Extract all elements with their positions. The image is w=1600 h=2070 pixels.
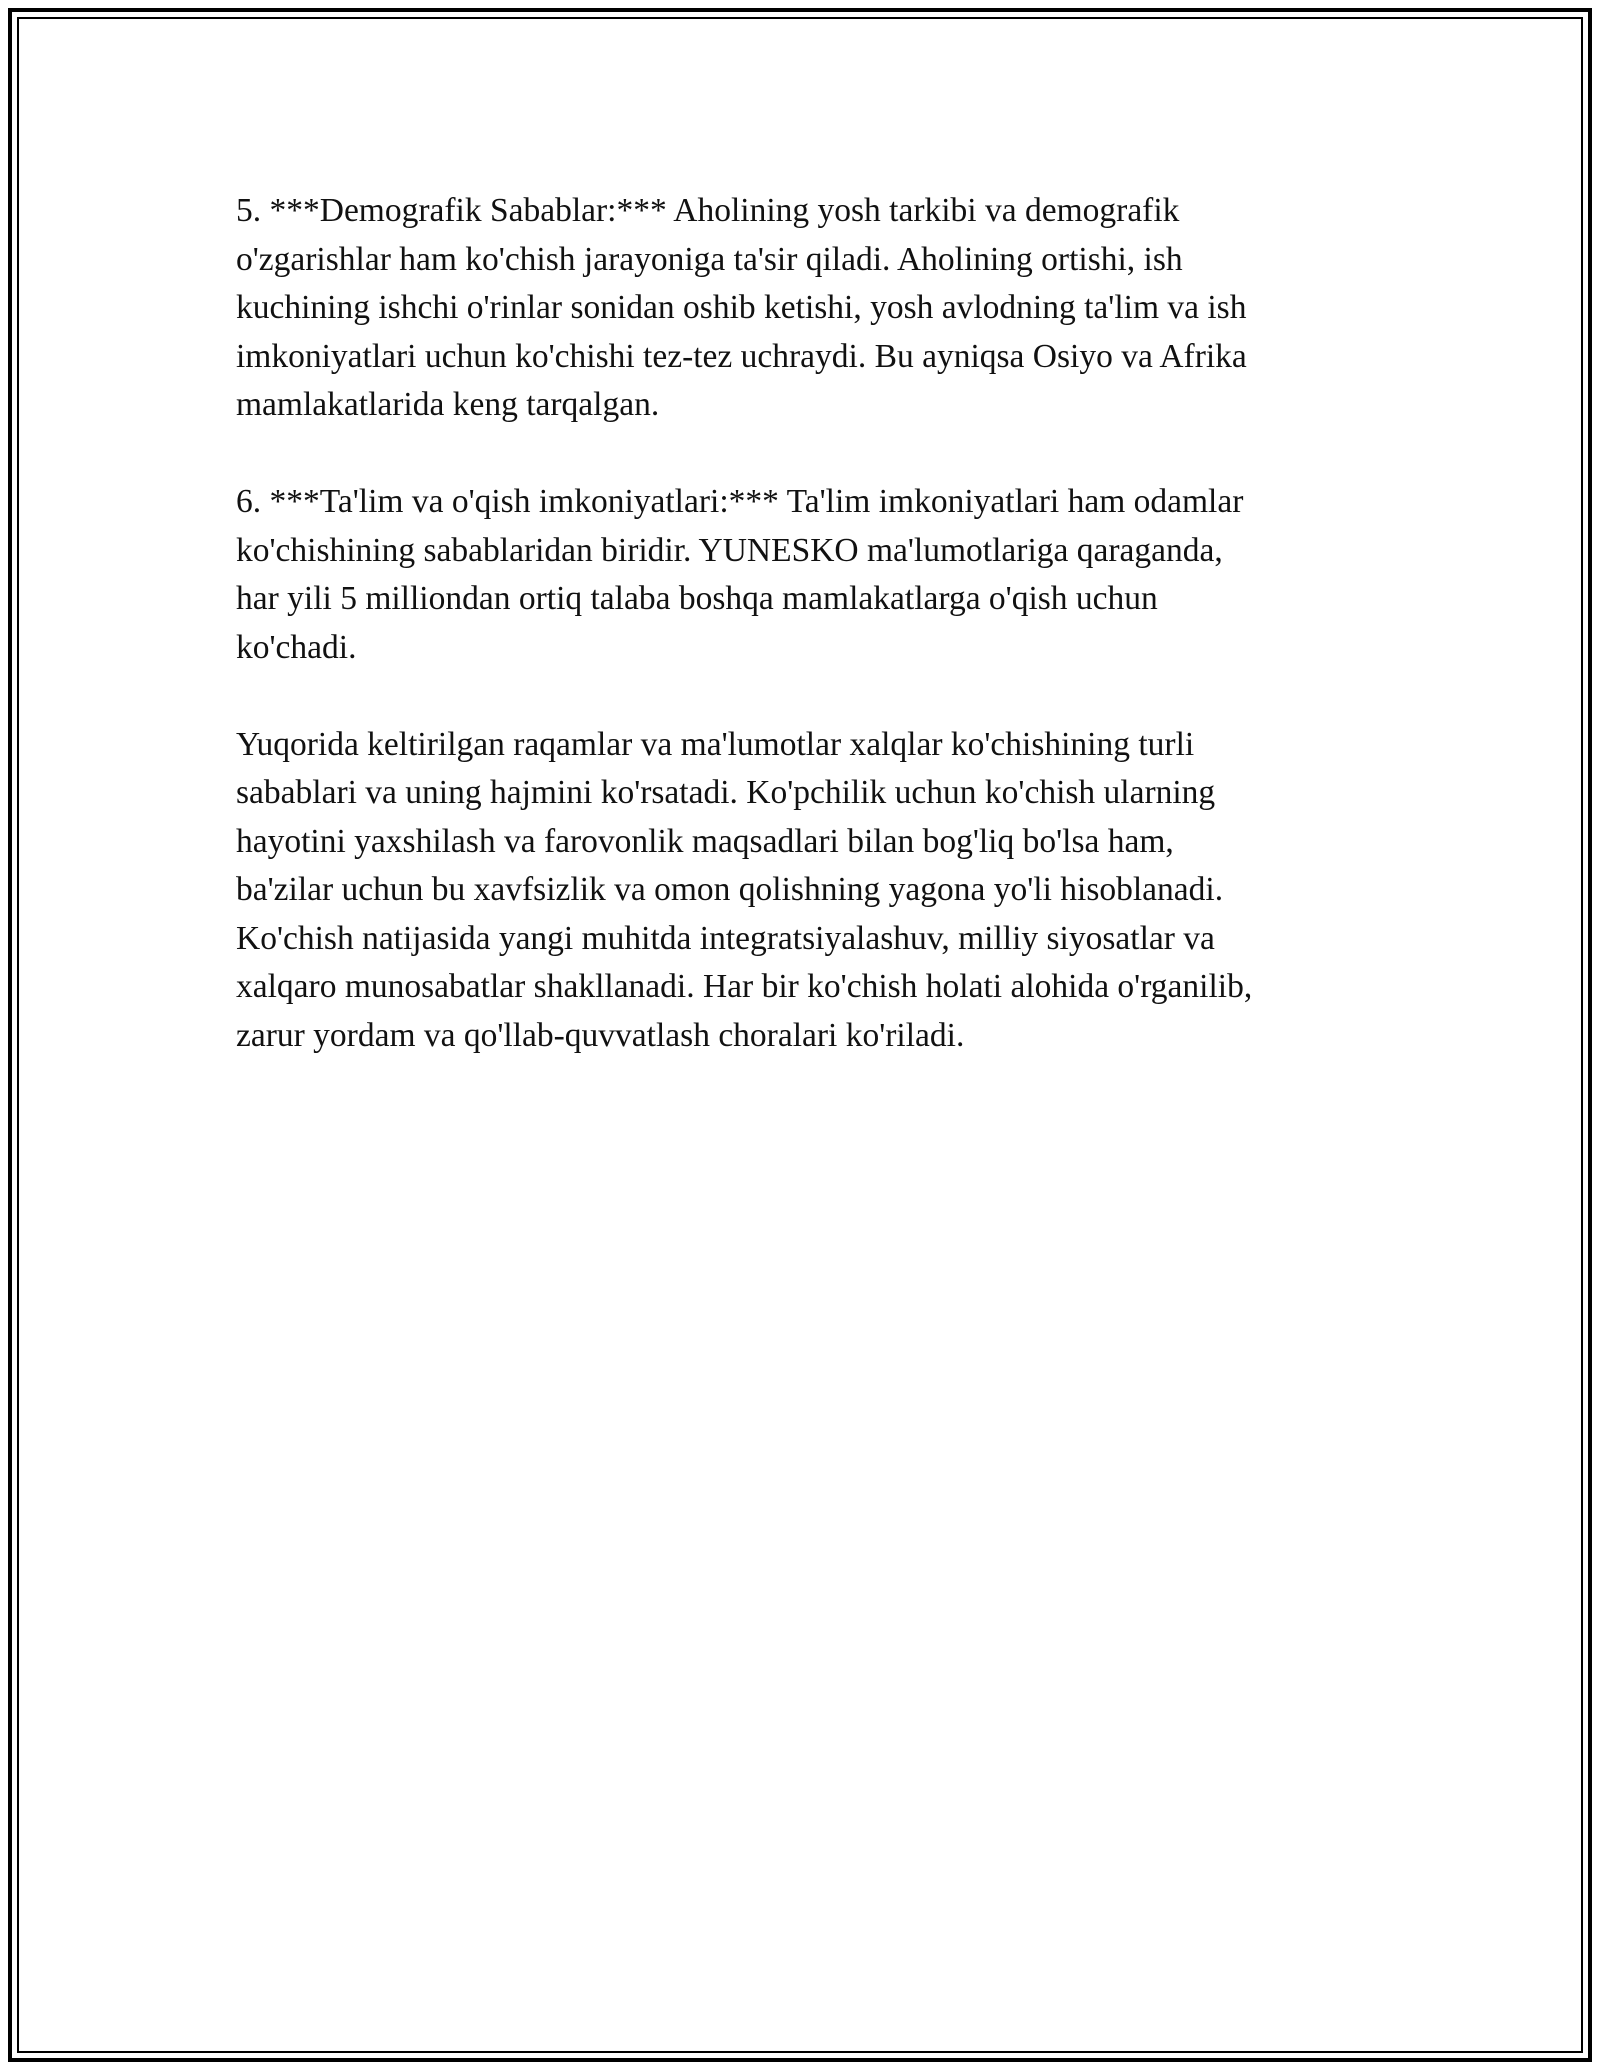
paragraph-education-opportunities: 6. ***Ta'lim va o'qish imkoniyatlari:*** Ta'lim imkoniyatlari ham odamlar ko'chishining sabablaridan biridir. YUNESKO ma'lumotlariga qaraganda, har yili 5 milliondan ortiq talaba boshqa mamlakatlarga o'qish uchun ko'chadi.: [236, 483, 1244, 666]
document-body: [236, 187, 1366, 1109]
paragraph-conclusion: Yuqorida keltirilgan raqamlar va ma'lumotlar xalqlar ko'chishining turli sabablari va uning hajmini ko'rsatadi. Ko'pchilik uchun ko'chish ularning hayotini yaxshilash va farovonlik maqsadlari bilan bog'liq bo'lsa ham, ba'zilar uchun bu xavfsizlik va omon qolishning yagona yo'li hisoblanadi. Ko'chish natijasida yangi muhitda integratsiyalashuv, milliy siyosatlar va xalqaro munosabatlar shakllanadi. Har bir ko'chish holati alohida o'rganilib, zarur yordam va qo'llab-quvvatlash choralari ko'riladi.: [236, 725, 1253, 1054]
paragraph-demographic-reasons: 5. ***Demografik Sabablar:*** Aholining yosh tarkibi va demografik o'zgarishlar ham ko'chish jarayoniga ta'sir qiladi. Aholining ortishi, ish kuchining ishchi o'rinlar sonidan oshib ketishi, yosh avlodning ta'lim va ish imkoniyatlari uchun ko'chishi tez-tez uchraydi. Bu ayniqsa Osiyo va Afrika mamlakatlarida keng tarqalgan.: [236, 192, 1247, 423]
